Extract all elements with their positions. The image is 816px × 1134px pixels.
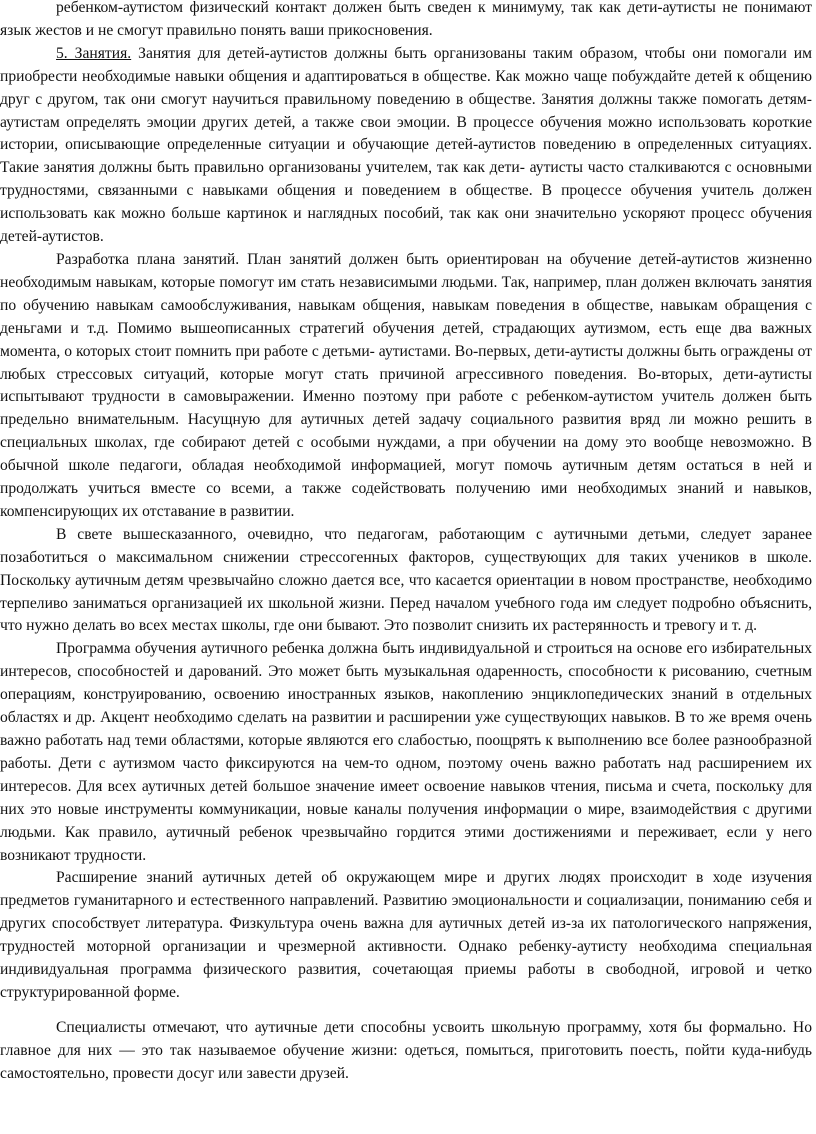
paragraph-3 xyxy=(0,249,812,524)
paragraph-7 xyxy=(0,1017,812,1086)
paragraph-6 xyxy=(0,867,812,1004)
paragraph-5 xyxy=(0,638,812,867)
paragraph-1 xyxy=(0,0,812,43)
paragraph-6-text: Расширение знаний аутичных детей об окружающем мире и других людях происходит в ходе изучения предметов гуманитарного и естественного направлений. Развитию эмоциональности и социализации, пониманию себя и других способствует литература. Физкультура очень важна для аутичных детей из-за их патологического напряжения, трудностей моторной организации и чрезмерной активности. Однако ребенку-аутисту необходима специальная индивидуальная программа физического развития, сочетающая приемы работы в свободной, игровой и четко структурированной форме. xyxy=(0,869,812,1001)
paragraph-7-text: Специалисты отмечают, что аутичные дети способны усвоить школьную программу, хотя бы формально. Но главное для них — это так называемое обучение жизни: одеться, помыться, приготовить поесть, пойти куда-нибудь самостоятельно, провести досуг или завести друзей. xyxy=(0,1018,812,1082)
section-heading: 5. Занятия. xyxy=(56,44,132,62)
paragraph-4-text: В свете вышесказанного, очевидно, что педагогам, работающим с аутичными детьми, следует заранее позаботиться о максимальном снижении стрессогенных факторов, существующих для таких учеников в школе. Поскольку аутичным детям чрезвычайно сложно дается все, что касается ориентации в новом пространстве, необходимо терпеливо заниматься организацией их школьной жизни. Перед началом учебного года им следует подробно объяснить, что нужно делать во всех местах школы, где они бывают. Это позволит снизить их растерянность и тревогу и т. д. xyxy=(0,525,812,635)
paragraph-1-text: ребенком-аутистом физический контакт должен быть сведен к минимуму, так как дети-аутисты не понимают язык жестов и не смогут правильно понять ваши прикосновения. xyxy=(0,0,812,39)
paragraph-2 xyxy=(0,43,812,249)
paragraph-4 xyxy=(0,524,812,639)
paragraph-5-text: Программа обучения аутичного ребенка должна быть индивидуальной и строиться на основе его избирательных интересов, способностей и дарований. Это может быть музыкальная одаренность, способности к рисованию, счетным операциям, конструированию, освоению иностранных языков, накоплению энциклопедических знаний в отдельных областях и др. Акцент необходимо сделать на развитии и расширении уже существующих навыков. В то же время очень важно работать над теми областями, которые являются его слабостью, поощрять к выполнению все более разнообразной работы. Дети с аутизмом часто фиксируются на чем-то одном, поэтому очень важно работать над расширением их интересов. Для всех аутичных детей большое значение имеет освоение навыков чтения, письма и счета, поскольку для них это новые инструменты коммуникации, новые каналы получения информации о мире, взаимодействия с другими людьми. Как правило, аутичный ребенок чрезвычайно гордится этими достижениями и переживает, если у него возникают трудности. xyxy=(0,640,812,864)
paragraph-3-text: Разработка плана занятий. План занятий должен быть ориентирован на обучение детей-аутистов жизненно необходимым навыкам, которые помогут им стать независимыми людьми. Так, например, план должен включать занятия по обучению навыкам самообслуживания, навыкам общения, навыкам поведения в обществе, навыкам обращения с деньгами и т.д. Помимо вышеописанных стратегий обучения детей, страдающих аутизмом, есть еще два важных момента, о которых стоит помнить при работе с детьми- аутистами. Во-первых, дети-аутисты должны быть ограждены от любых стрессовых ситуаций, которые могут стать причиной агрессивного поведения. Во-вторых, дети-аутисты испытывают трудности в самовыражении. Именно поэтому при работе с ребенком-аутистом учитель должен быть предельно внимательным. Насущную для аутичных детей задачу социального развития вряд ли можно решить в специальных школах, где собирают детей с особыми нуждами, а при обучении на дому это вообще невозможно. В обычной школе педагоги, обладая необходимой информацией, могут помочь аутичным детям остаться в ней и продолжать учиться вместе со всеми, а также содействовать получению ими необходимых знаний и навыков, компенсирующих их отставание в развитии. xyxy=(0,250,812,520)
paragraph-2-text: Занятия для детей-аутистов должны быть организованы таким образом, чтобы они помогали им приобрести необходимые навыки общения и адаптироваться в обществе. Как можно чаще побуждайте детей к общению друг с другом, так они смогут научиться правильному поведению в обществе. Занятия должны также помогать детям-аутистам определять эмоции других детей, а также свои эмоции. В процессе обучения можно использовать короткие истории, описывающие определенные ситуации и обучающие детей-аутистов поведению в определенных ситуациях. Такие занятия должны быть правильно организованы учителем, так как дети- аутисты часто сталкиваются с основными трудностями, связанными с навыками общения и поведением в обществе. В процессе обучения учитель должен использовать как можно больше картинок и наглядных пособий, так как они значительно ускоряют процесс обучения детей-аутистов. xyxy=(0,44,812,246)
